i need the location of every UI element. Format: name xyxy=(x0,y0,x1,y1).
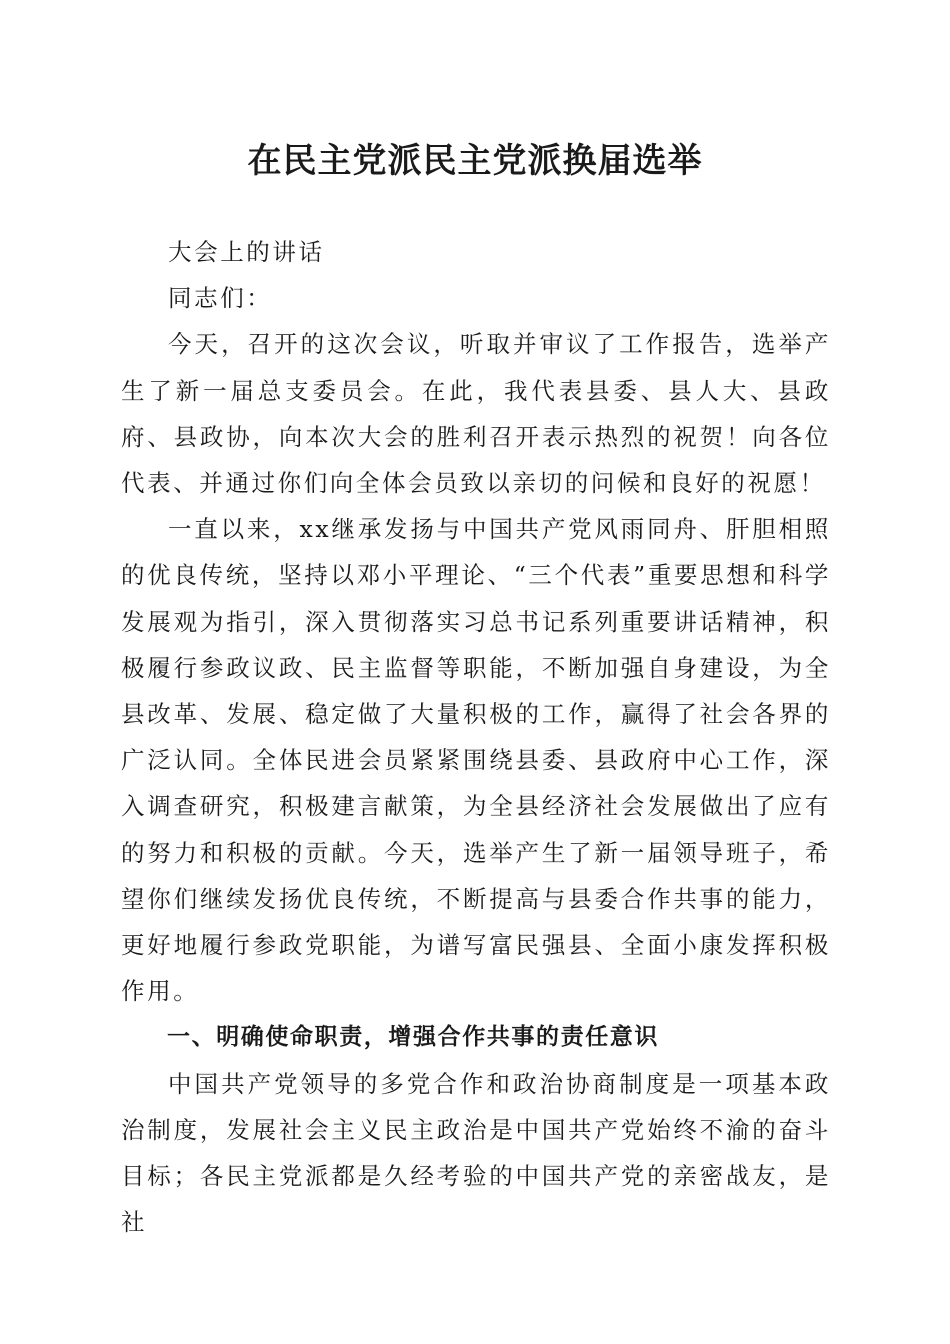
section-heading: 一、明确使命职责，增强合作共事的责任意识 xyxy=(167,1024,659,1051)
document-title: 在民主党派民主党派换届选举 xyxy=(247,141,703,181)
salutation-paragraph: 同志们： xyxy=(168,284,273,313)
congratulations-paragraph: 今天，召开的这次会议，听取并审议了工作报告，选举产生了新一届总支委员会。在此，我代表县委、县人大、县政府、县政协，向本次大会的胜利召开表示热烈的祝贺！向各位代表、并通过你们向全体会员致以亲切的问候和良好的祝愿！ xyxy=(121,330,831,498)
achievements-paragraph: 一直以来，xx继承发扬与中国共产党风雨同舟、肝胆相照的优良传统，坚持以邓小平理论、“三个代表”重要思想和科学发展观为指引，深入贯彻落实习总书记系列重要讲话精神，积极履行参政议政、民主监督等职能，不断加强自身建设，为全县改革、发展、稳定做了大量积极的工作，赢得了社会各界的广泛认同。全体民进会员紧紧围绕县委、县政府中心工作，深入调查研究，积极建言献策，为全县经济社会发展做出了应有的努力和积极的贡献。今天，选举产生了新一届领导班子，希望你们继续发扬优良传统，不断提高与县委合作共事的能力，更好地履行参政党职能，为谱写富民强县、全面小康发挥积极作用。 xyxy=(121,515,831,1006)
speech-subtitle-line: 大会上的讲话 xyxy=(168,238,325,266)
document-body xyxy=(121,229,831,1245)
section-paragraph: 中国共产党领导的多党合作和政治协商制度是一项基本政治制度，发展社会主义民主政治是中国共产党始终不渝的奋斗目标；各民主党派都是久经考验的中国共产党的亲密战友，是社 xyxy=(121,1069,831,1237)
